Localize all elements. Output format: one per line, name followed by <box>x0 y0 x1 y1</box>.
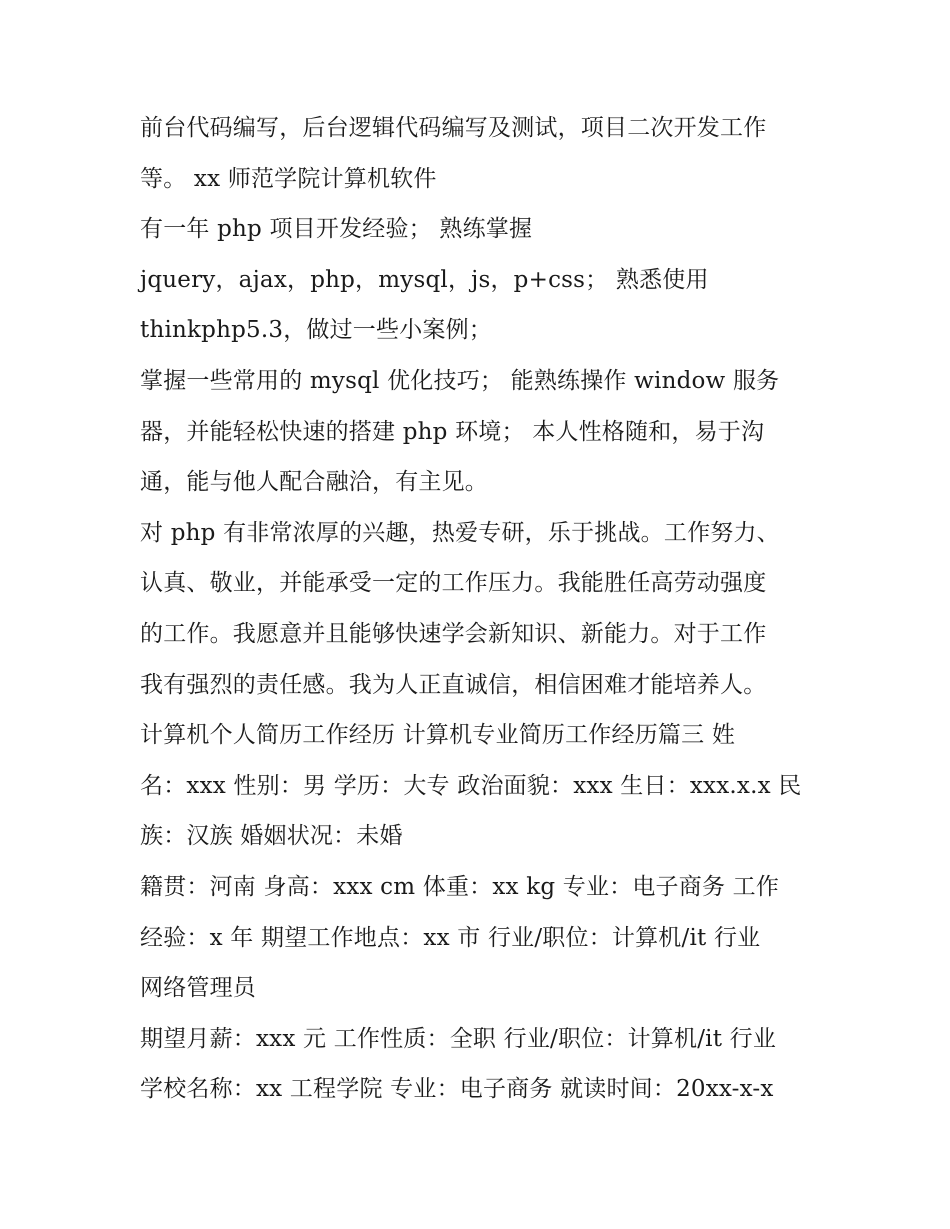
text-line: 前台代码编写，后台逻辑代码编写及测试，项目二次开发工作 <box>140 115 767 141</box>
text-line: 认真、敬业，并能承受一定的工作压力。我能胜任高劳动强度 <box>140 570 767 597</box>
text-line: 名：xxx 性别：男 学历：大专 政治面貌：xxx 生日：xxx.x.x 民 <box>140 772 802 799</box>
text-line: 等。 xx 师范学院计算机软件 <box>140 165 437 192</box>
text-line: 期望月薪：xxx 元 工作性质：全职 行业/职位：计算机/it 行业 <box>140 1025 777 1052</box>
text-line: 有一年 php 项目开发经验； 熟练掌握 <box>140 216 533 243</box>
text-line: 籍贯：河南 身高：xxx cm 体重：xx kg 专业：电子商务 工作 <box>140 873 780 900</box>
text-line: thinkphp5.3，做过一些小案例； <box>140 317 492 344</box>
text-line: jquery，ajax，php，mysql，js，p+css； 熟悉使用 <box>140 266 709 293</box>
text-line: 经验：x 年 期望工作地点：xx 市 行业/职位：计算机/it 行业 <box>140 924 761 951</box>
text-line: 网络管理员 <box>140 975 256 1002</box>
text-line: 族：汉族 婚姻状况：未婚 <box>140 823 403 850</box>
text-line: 通，能与他人配合融洽，有主见。 <box>140 469 488 496</box>
text-line: 我有强烈的责任感。我为人正直诚信，相信困难才能培养人。 <box>140 671 767 698</box>
body-text <box>140 103 830 1115</box>
text-line: 掌握一些常用的 mysql 优化技巧； 能熟练操作 window 服务 <box>140 367 780 394</box>
text-line: 学校名称：xx 工程学院 专业：电子商务 就读时间：20xx-x-x <box>140 1076 774 1103</box>
text-line: 器，并能轻松快速的搭建 php 环境； 本人性格随和，易于沟 <box>140 418 765 445</box>
text-line: 对 php 有非常浓厚的兴趣，热爱专研，乐于挑战。工作努力、 <box>140 519 780 546</box>
text-line: 的工作。我愿意并且能够快速学会新知识、新能力。对于工作 <box>140 620 767 647</box>
text-line: 计算机个人简历工作经历 计算机专业简历工作经历篇三 姓 <box>140 722 736 749</box>
